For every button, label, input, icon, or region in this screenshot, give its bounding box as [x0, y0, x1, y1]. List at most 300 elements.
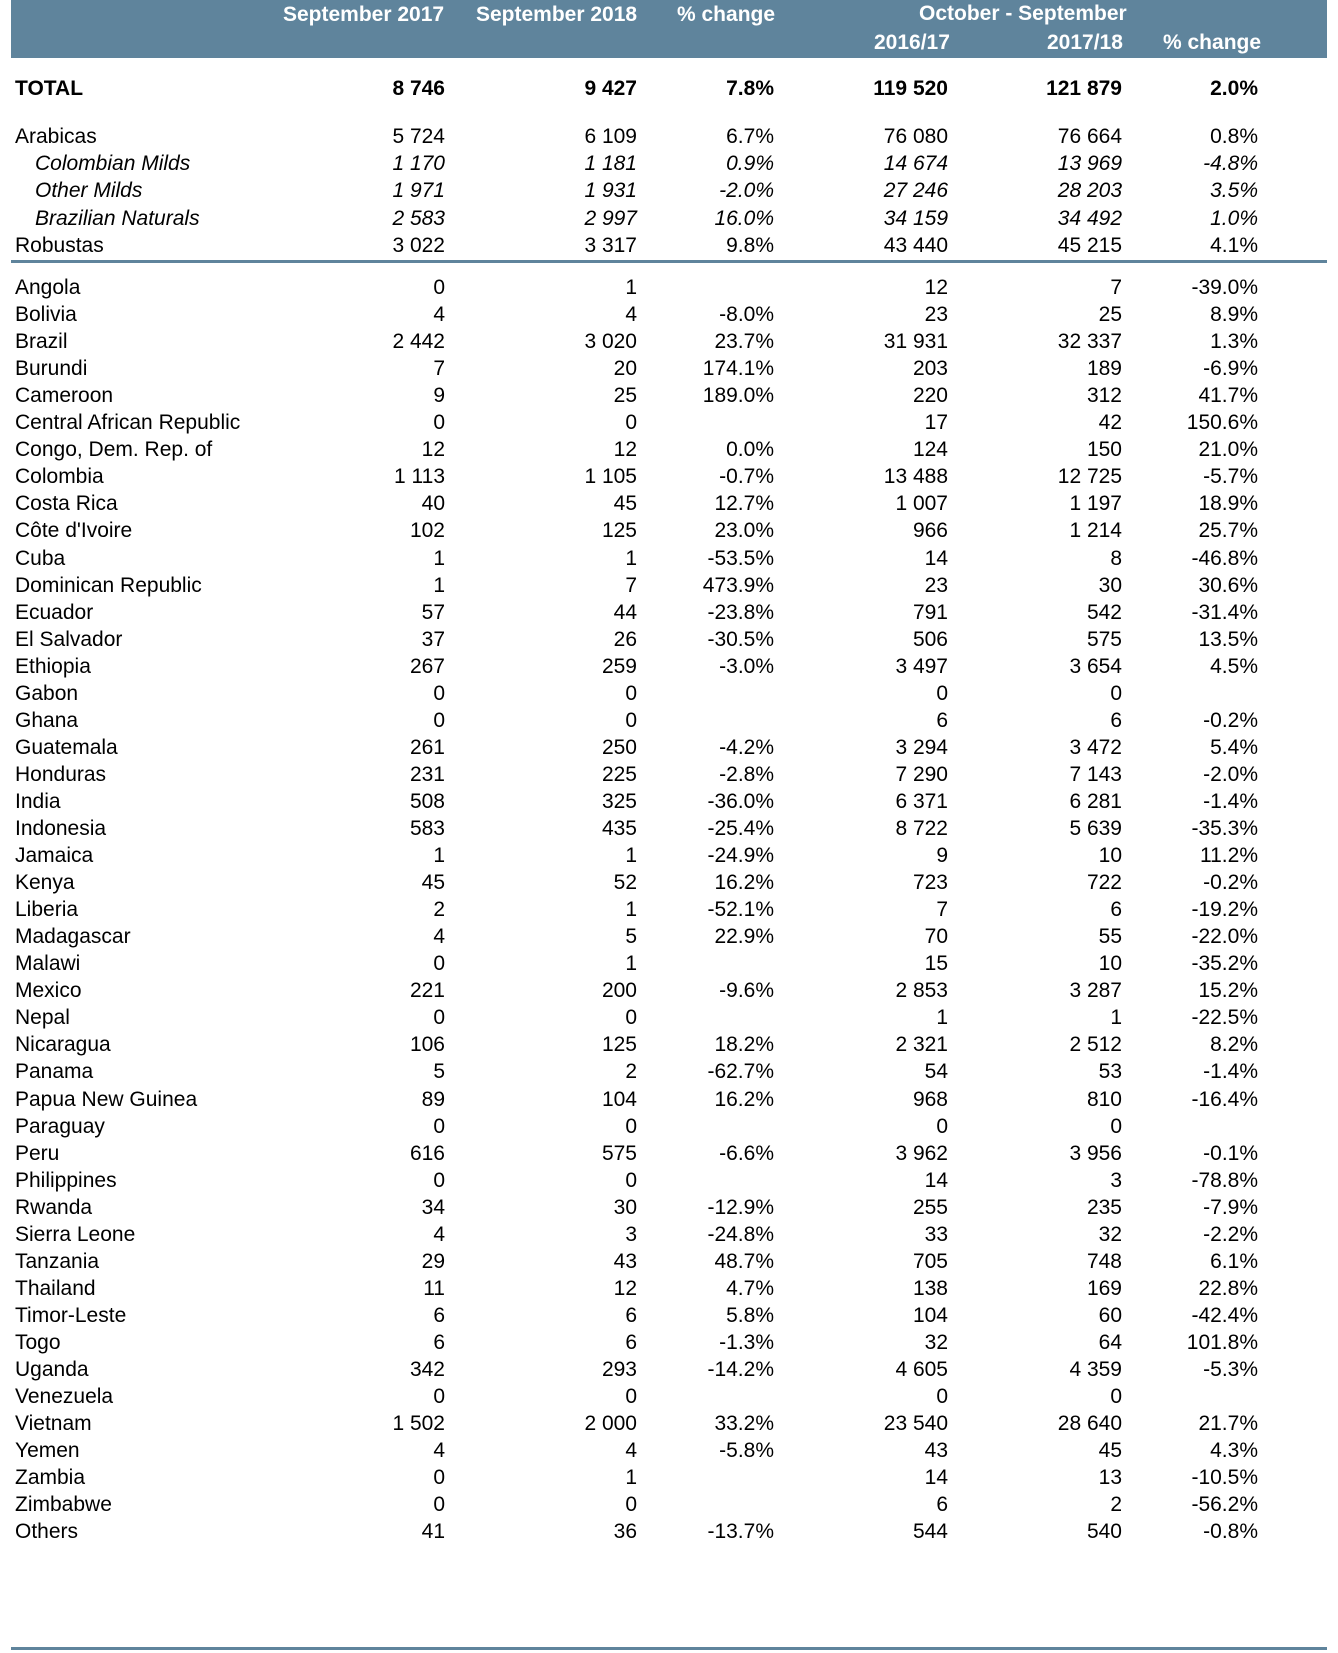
- cell-p1: -4.2%: [719, 735, 774, 759]
- row-label: Panama: [15, 1060, 94, 1084]
- row-label: India: [15, 789, 61, 813]
- row-label: Cameroon: [15, 384, 114, 408]
- cell-v2: 125: [601, 519, 637, 543]
- cell-v2: 435: [601, 817, 637, 840]
- cell-v1: 37: [421, 627, 445, 651]
- row-label: Sierra Leone: [15, 1222, 136, 1246]
- country-row: [0, 490, 1338, 518]
- cell-p2: 13.5%: [1198, 627, 1258, 651]
- cell-v2: 0: [625, 681, 637, 705]
- country-row: [0, 1004, 1338, 1032]
- cell-v4: 32: [1098, 1222, 1122, 1246]
- cell-v3: 255: [912, 1195, 948, 1219]
- cell-p2: -0.2%: [1203, 708, 1258, 732]
- header-october-september: October - September: [919, 2, 1127, 25]
- cell-v4: 64: [1098, 1330, 1122, 1354]
- cell-v3: 3 497: [895, 654, 948, 678]
- group-row: [0, 205, 1338, 233]
- cell-v1: 0: [433, 708, 445, 732]
- cell-v4: 7 143: [1069, 762, 1122, 786]
- cell-p2: 21.0%: [1198, 438, 1258, 462]
- cell-v3: 2 853: [895, 979, 948, 1003]
- cell-p2: -35.3%: [1191, 817, 1258, 840]
- cell-v4: 4 359: [1069, 1358, 1122, 1381]
- row-label: Paraguay: [15, 1114, 105, 1138]
- row-label: Nepal: [15, 1006, 70, 1030]
- cell-v2: 25: [613, 384, 637, 408]
- cell-v3: 14: [924, 1466, 948, 1490]
- cell-p2: 4.3%: [1210, 1439, 1258, 1463]
- cell-p1: 174.1%: [702, 357, 774, 381]
- cell-p2: -31.4%: [1191, 600, 1258, 624]
- cell-p1: -0.7%: [719, 465, 774, 489]
- cell-v3: 506: [912, 627, 948, 651]
- cell-p1: -53.5%: [707, 546, 774, 570]
- cell-v4: 42: [1098, 411, 1122, 435]
- country-row: [0, 1329, 1338, 1357]
- cell-p2: 0.8%: [1210, 125, 1258, 148]
- cell-v1: 11: [423, 1276, 445, 1300]
- row-label: Jamaica: [15, 844, 94, 868]
- cell-v3: 3 294: [895, 735, 948, 759]
- cell-v4: 28 640: [1057, 1412, 1122, 1436]
- row-label: Nicaragua: [15, 1033, 111, 1057]
- cell-v4: 748: [1086, 1249, 1122, 1273]
- country-row: [0, 355, 1338, 383]
- cell-p1: -1.3%: [719, 1330, 774, 1354]
- country-row: [0, 463, 1338, 491]
- row-label: Burundi: [15, 357, 88, 381]
- cell-p2: 3.5%: [1210, 179, 1258, 203]
- cell-v2: 26: [613, 627, 637, 651]
- cell-v3: 17: [924, 411, 948, 435]
- row-label: Others: [15, 1520, 79, 1544]
- cell-v1: 2: [433, 898, 445, 922]
- row-label: Zimbabwe: [15, 1493, 112, 1517]
- cell-v4: 0: [1110, 1385, 1122, 1409]
- cell-v2: 2 000: [584, 1412, 637, 1436]
- cell-v3: 2 321: [895, 1033, 948, 1057]
- cell-p1: 0.0%: [726, 438, 774, 462]
- cell-v3: 0: [936, 1114, 948, 1138]
- cell-v2: 1 105: [584, 465, 637, 489]
- cell-v4: 3 956: [1069, 1141, 1122, 1165]
- row-label: Liberia: [15, 898, 79, 922]
- cell-p2: 11.2%: [1200, 844, 1258, 868]
- cell-v3: 9: [936, 844, 948, 868]
- cell-v3: 4 605: [895, 1358, 948, 1381]
- cell-v2: 3: [625, 1222, 637, 1246]
- country-row: [0, 896, 1338, 924]
- row-label: Ethiopia: [15, 654, 91, 678]
- cell-v1: 267: [409, 654, 445, 678]
- cell-p2: -0.8%: [1203, 1520, 1258, 1544]
- cell-p2: -35.2%: [1191, 952, 1258, 976]
- cell-p1: -2.8%: [719, 762, 774, 786]
- cell-p1: 16.2%: [714, 1087, 774, 1111]
- row-label: TOTAL: [15, 77, 84, 100]
- cell-p1: -9.6%: [719, 979, 774, 1003]
- row-label: Indonesia: [15, 817, 107, 840]
- row-label: Zambia: [15, 1466, 86, 1490]
- cell-v3: 70: [924, 925, 948, 949]
- group-row: [0, 123, 1338, 151]
- cell-v3: 7 290: [895, 762, 948, 786]
- country-row: [0, 950, 1338, 978]
- cell-v1: 616: [409, 1141, 445, 1165]
- cell-v3: 104: [912, 1303, 948, 1327]
- cell-v1: 6: [433, 1330, 445, 1354]
- cell-v2: 20: [613, 357, 637, 381]
- row-label: Vietnam: [15, 1412, 92, 1436]
- cell-p1: 9.8%: [726, 233, 774, 257]
- cell-p1: -24.8%: [707, 1222, 774, 1246]
- row-label: Ghana: [15, 708, 79, 732]
- cell-p2: 21.7%: [1198, 1412, 1258, 1436]
- section-divider: [11, 260, 1327, 263]
- cell-v3: 791: [912, 600, 948, 624]
- header-september-2017: September 2017: [283, 3, 445, 26]
- cell-v2: 125: [601, 1033, 637, 1057]
- cell-p1: -3.0%: [719, 654, 774, 678]
- cell-p2: 30.6%: [1198, 573, 1258, 597]
- cell-v4: 60: [1098, 1303, 1122, 1327]
- cell-p1: 473.9%: [702, 573, 774, 597]
- cell-v4: 189: [1086, 357, 1122, 381]
- country-row: [0, 1275, 1338, 1303]
- group-row: [0, 232, 1338, 260]
- cell-v3: 23: [924, 303, 948, 327]
- cell-v1: 1: [433, 546, 445, 570]
- cell-v3: 6: [936, 1493, 948, 1517]
- cell-v3: 43 440: [883, 233, 948, 257]
- cell-p2: 4.1%: [1210, 233, 1258, 257]
- cell-p1: 23.0%: [714, 519, 774, 543]
- cell-p2: -39.0%: [1191, 276, 1258, 299]
- country-row: [0, 517, 1338, 545]
- cell-p2: -78.8%: [1191, 1168, 1258, 1192]
- cell-v2: 2 997: [584, 206, 637, 230]
- cell-v1: 3 022: [392, 233, 445, 257]
- cell-v1: 231: [409, 762, 445, 786]
- row-label: Papua New Guinea: [15, 1087, 198, 1111]
- row-label: Arabicas: [15, 125, 97, 148]
- row-label: Peru: [15, 1141, 60, 1165]
- cell-p2: 101.8%: [1186, 1330, 1258, 1354]
- cell-v1: 7: [433, 357, 445, 381]
- row-label: Congo, Dem. Rep. of: [15, 438, 213, 462]
- cell-p1: 18.2%: [714, 1033, 774, 1057]
- cell-v1: 5 724: [392, 125, 445, 148]
- cell-p2: -19.2%: [1191, 898, 1258, 922]
- cell-p1: 5.8%: [726, 1303, 774, 1327]
- cell-v2: 1 931: [584, 179, 637, 203]
- country-row: [0, 1248, 1338, 1276]
- cell-p2: -5.3%: [1203, 1358, 1258, 1381]
- cell-v1: 508: [409, 789, 445, 813]
- cell-v2: 0: [625, 1493, 637, 1517]
- row-label: Togo: [15, 1330, 61, 1354]
- cell-p2: -6.9%: [1203, 357, 1258, 381]
- cell-v1: 102: [409, 519, 445, 543]
- cell-v2: 0: [625, 1006, 637, 1030]
- cell-v2: 2: [625, 1060, 637, 1084]
- cell-p1: -23.8%: [707, 600, 774, 624]
- header-2017-18: 2017/18: [1047, 31, 1123, 54]
- cell-v2: 6: [625, 1303, 637, 1327]
- cell-v1: 0: [433, 1006, 445, 1030]
- cell-v1: 4: [433, 303, 445, 327]
- cell-v4: 810: [1086, 1087, 1122, 1111]
- cell-v1: 89: [421, 1087, 445, 1111]
- country-row: [0, 1437, 1338, 1465]
- cell-v3: 7: [936, 898, 948, 922]
- cell-v2: 4: [625, 1439, 637, 1463]
- cell-v2: 1: [625, 276, 637, 299]
- cell-v2: 5: [625, 925, 637, 949]
- cell-v3: 723: [912, 871, 948, 895]
- cell-v4: 542: [1086, 600, 1122, 624]
- country-row: [0, 1356, 1338, 1384]
- cell-v4: 3: [1110, 1168, 1122, 1192]
- cell-v4: 6 281: [1069, 789, 1122, 813]
- cell-v3: 6: [936, 708, 948, 732]
- cell-v4: 6: [1110, 708, 1122, 732]
- header-pct-change-monthly: % change: [677, 3, 776, 26]
- row-label: Colombian Milds: [35, 152, 191, 176]
- cell-v2: 52: [613, 871, 637, 895]
- cell-p2: -22.5%: [1191, 1006, 1258, 1030]
- cell-v1: 0: [433, 1466, 445, 1490]
- header-2016-17: 2016/17: [874, 31, 950, 54]
- country-row: [0, 328, 1338, 356]
- country-row: [0, 1383, 1338, 1411]
- row-label: Malawi: [15, 952, 81, 976]
- cell-p1: 7.8%: [726, 77, 774, 100]
- cell-p1: 6.7%: [726, 125, 774, 148]
- cell-p2: 150.6%: [1186, 411, 1258, 435]
- cell-p1: -52.1%: [707, 898, 774, 922]
- cell-v1: 583: [409, 817, 445, 840]
- cell-p1: 0.9%: [726, 152, 774, 176]
- row-label: Philippines: [15, 1168, 117, 1192]
- cell-v1: 4: [433, 1222, 445, 1246]
- row-label: Angola: [15, 276, 81, 299]
- cell-v3: 705: [912, 1249, 948, 1273]
- country-row: [0, 409, 1338, 437]
- cell-v4: 30: [1098, 573, 1122, 597]
- group-row: [0, 150, 1338, 178]
- row-label: Rwanda: [15, 1195, 93, 1219]
- country-row: [0, 1031, 1338, 1059]
- cell-v2: 325: [601, 789, 637, 813]
- cell-v1: 0: [433, 952, 445, 976]
- cell-v4: 150: [1086, 438, 1122, 462]
- cell-v4: 25: [1098, 303, 1122, 327]
- cell-p2: -4.8%: [1203, 152, 1258, 176]
- cell-v3: 6 371: [895, 789, 948, 813]
- country-row: [0, 274, 1338, 302]
- country-row: [0, 301, 1338, 329]
- row-label: Yemen: [15, 1439, 80, 1463]
- cell-v3: 0: [936, 681, 948, 705]
- country-row: [0, 1113, 1338, 1141]
- country-row: [0, 1518, 1338, 1546]
- row-label: Bolivia: [15, 303, 77, 327]
- country-row: [0, 977, 1338, 1005]
- cell-v3: 203: [912, 357, 948, 381]
- cell-v3: 34 159: [883, 206, 948, 230]
- cell-v4: 0: [1110, 681, 1122, 705]
- country-row: [0, 1140, 1338, 1168]
- cell-v1: 9: [433, 384, 445, 408]
- cell-v4: 1 197: [1069, 492, 1122, 516]
- cell-p2: 2.0%: [1210, 77, 1258, 100]
- cell-v3: 33: [924, 1222, 948, 1246]
- cell-v4: 10: [1098, 844, 1122, 868]
- cell-v3: 1 007: [895, 492, 948, 516]
- cell-v4: 13 969: [1057, 152, 1122, 176]
- cell-v1: 1: [433, 844, 445, 868]
- cell-v4: 0: [1110, 1114, 1122, 1138]
- cell-p1: -62.7%: [707, 1060, 774, 1084]
- cell-p1: -8.0%: [719, 303, 774, 327]
- country-row: [0, 436, 1338, 464]
- cell-v4: 575: [1086, 627, 1122, 651]
- cell-v2: 6: [625, 1330, 637, 1354]
- table-header: [11, 0, 1327, 58]
- cell-v4: 2: [1110, 1493, 1122, 1517]
- row-label: Thailand: [15, 1276, 96, 1300]
- cell-v4: 32 337: [1057, 330, 1122, 354]
- row-label: Honduras: [15, 762, 107, 786]
- cell-v4: 3 654: [1069, 654, 1122, 678]
- cell-v4: 312: [1086, 384, 1122, 408]
- cell-v4: 28 203: [1057, 179, 1122, 203]
- country-row: [0, 1167, 1338, 1195]
- cell-v2: 30: [613, 1195, 637, 1219]
- cell-v3: 31 931: [883, 330, 948, 354]
- cell-v4: 45 215: [1057, 233, 1122, 257]
- cell-v1: 221: [409, 979, 445, 1003]
- cell-p2: -5.7%: [1203, 465, 1258, 489]
- cell-v2: 36: [613, 1520, 637, 1544]
- cell-v1: 0: [433, 1493, 445, 1517]
- cell-v4: 235: [1086, 1195, 1122, 1219]
- cell-p1: -36.0%: [707, 789, 774, 813]
- cell-p2: -10.5%: [1191, 1466, 1258, 1490]
- cell-v2: 9 427: [584, 77, 637, 100]
- cell-v3: 15: [924, 952, 948, 976]
- row-label: Mexico: [15, 979, 82, 1003]
- cell-p2: -0.1%: [1203, 1141, 1258, 1165]
- cell-p1: 48.7%: [714, 1249, 774, 1273]
- cell-p2: 41.7%: [1198, 384, 1258, 408]
- cell-v1: 1 971: [392, 179, 445, 203]
- cell-p2: 18.9%: [1198, 492, 1258, 516]
- cell-p1: 16.0%: [714, 206, 774, 230]
- cell-v4: 1: [1110, 1006, 1122, 1030]
- cell-v3: 220: [912, 384, 948, 408]
- country-row: [0, 788, 1338, 816]
- cell-v3: 0: [936, 1385, 948, 1409]
- cell-v4: 12 725: [1057, 465, 1122, 489]
- cell-v4: 13: [1098, 1466, 1122, 1490]
- cell-v2: 7: [625, 573, 637, 597]
- cell-v2: 12: [613, 438, 637, 462]
- cell-p2: -7.9%: [1203, 1195, 1258, 1219]
- cell-v2: 4: [625, 303, 637, 327]
- cell-v2: 6 109: [584, 125, 637, 148]
- cell-v4: 45: [1098, 1439, 1122, 1463]
- cell-v3: 43: [924, 1439, 948, 1463]
- cell-p1: 23.7%: [714, 330, 774, 354]
- cell-v2: 1: [625, 952, 637, 976]
- country-row: [0, 1410, 1338, 1438]
- cell-v2: 0: [625, 708, 637, 732]
- header-september-2018: September 2018: [476, 3, 638, 26]
- cell-v4: 3 287: [1069, 979, 1122, 1003]
- cell-v2: 3 020: [584, 330, 637, 354]
- cell-p2: -2.0%: [1203, 762, 1258, 786]
- cell-v2: 259: [601, 654, 637, 678]
- cell-v1: 261: [409, 735, 445, 759]
- cell-v1: 4: [433, 1439, 445, 1463]
- cell-v1: 6: [433, 1303, 445, 1327]
- cell-p2: 1.3%: [1210, 330, 1258, 354]
- country-row: [0, 1086, 1338, 1114]
- cell-v1: 12: [421, 438, 445, 462]
- cell-v2: 0: [625, 1168, 637, 1192]
- cell-v3: 32: [924, 1330, 948, 1354]
- cell-v3: 968: [912, 1087, 948, 1111]
- cell-v1: 2 583: [392, 206, 445, 230]
- cell-v3: 966: [912, 519, 948, 543]
- cell-v1: 57: [421, 600, 445, 624]
- cell-p1: -24.9%: [707, 844, 774, 868]
- cell-v1: 0: [433, 1114, 445, 1138]
- cell-v1: 41: [421, 1520, 445, 1544]
- cell-v4: 55: [1098, 925, 1122, 949]
- cell-v3: 54: [924, 1060, 948, 1084]
- cell-v3: 14: [924, 1168, 948, 1192]
- cell-v3: 544: [912, 1520, 948, 1544]
- cell-v3: 27 246: [883, 179, 948, 203]
- cell-p2: -1.4%: [1203, 789, 1258, 813]
- cell-v2: 1: [625, 898, 637, 922]
- country-row: [0, 382, 1338, 410]
- row-label: Tanzania: [15, 1249, 100, 1273]
- total-row: [0, 75, 1338, 103]
- country-row: [0, 1491, 1338, 1519]
- country-row: [0, 842, 1338, 870]
- cell-v2: 0: [625, 1385, 637, 1409]
- cell-v4: 7: [1110, 276, 1122, 299]
- row-label: Dominican Republic: [15, 573, 202, 597]
- country-row: [0, 626, 1338, 654]
- group-row: [0, 177, 1338, 205]
- row-label: Other Milds: [35, 179, 143, 203]
- cell-v2: 200: [601, 979, 637, 1003]
- row-label: Central African Republic: [15, 411, 241, 435]
- cell-v1: 1 502: [392, 1412, 445, 1436]
- cell-v3: 3 962: [895, 1141, 948, 1165]
- row-label: Cuba: [15, 546, 66, 570]
- cell-v1: 0: [433, 1168, 445, 1192]
- country-row: [0, 545, 1338, 573]
- cell-v2: 1: [625, 844, 637, 868]
- country-row: [0, 1194, 1338, 1222]
